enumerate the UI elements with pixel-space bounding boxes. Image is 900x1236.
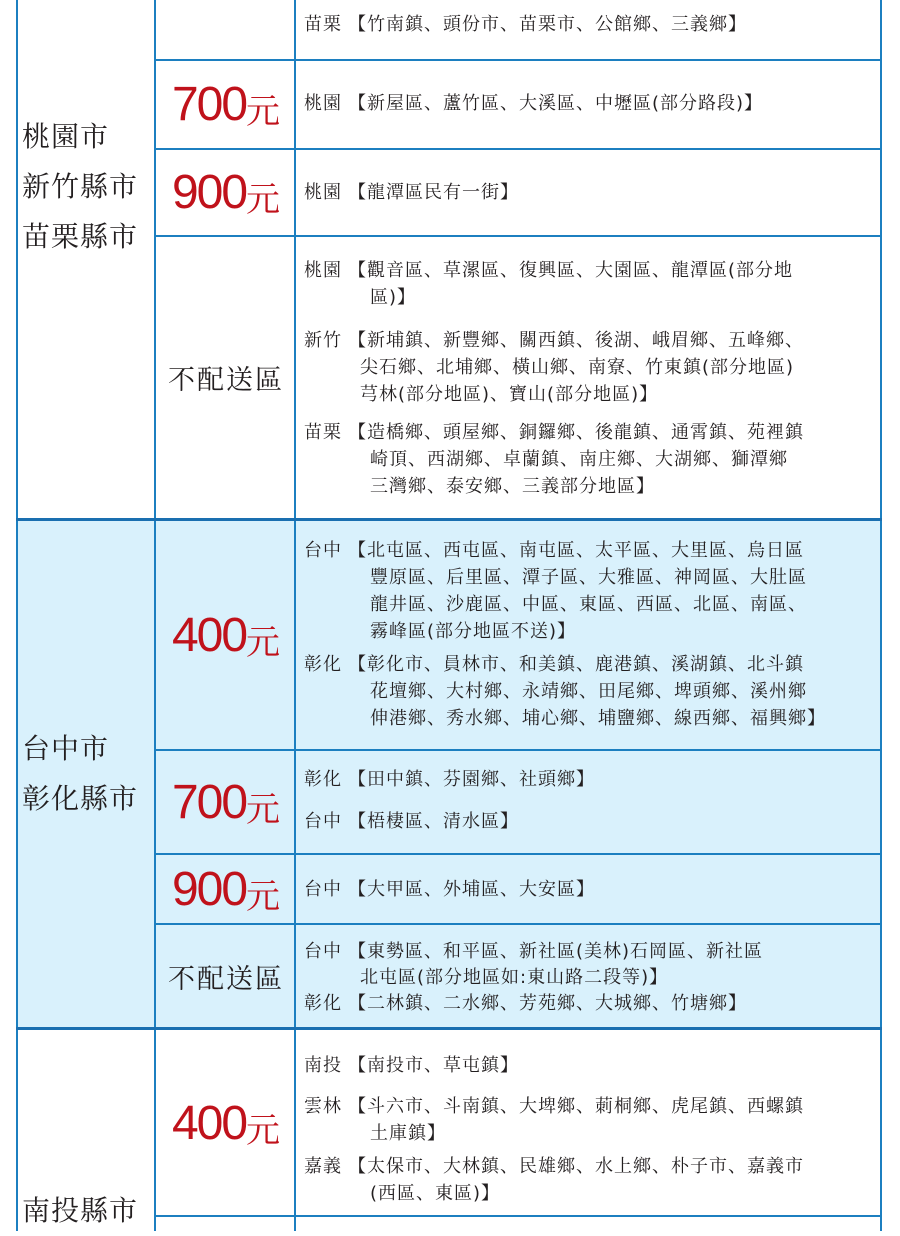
area-entry (304, 1093, 876, 1147)
area-cell (304, 1052, 876, 1079)
area-cell (304, 1153, 876, 1207)
area-list-continuation: 花壇鄉、大村鄉、永靖鄉、田尾鄉、埤頭鄉、溪州鄉 (370, 681, 807, 702)
area-entry (304, 1153, 876, 1207)
city-name: 彰化 (304, 993, 342, 1014)
area-list: 【新埔鎮、新豐鄉、關西鎮、後湖、峨眉鄉、五峰鄉、 (348, 330, 804, 351)
region-line: 台中市 (22, 732, 110, 765)
area-cell (304, 419, 876, 500)
area-cell (304, 11, 876, 38)
price-unit: 元 (246, 877, 281, 916)
table-right-border (880, 0, 882, 1231)
area-list-continuation: 豐原區、后里區、潭子區、大雅區、神岡區、大肚區 (370, 567, 807, 588)
region-label-nantou (22, 1186, 154, 1236)
area-entry (304, 651, 876, 732)
price-amount: 900 (171, 166, 247, 219)
region-line: 彰化縣市 (22, 782, 139, 815)
area-list: 【斗六市、斗南鎮、大埤鄉、莿桐鄉、虎尾鎮、西螺鎮 (348, 1096, 804, 1117)
area-list-continuation: (西區、東區)】 (370, 1183, 501, 1204)
area-entry (304, 537, 876, 645)
price-cell (156, 150, 296, 235)
city-name: 嘉義 (304, 1156, 342, 1177)
area-list-continuation: 土庫鎮】 (370, 1123, 446, 1144)
city-name: 台中 (304, 941, 342, 962)
city-name: 彰化 (304, 654, 342, 675)
no-delivery-label: 不配送區 (168, 963, 284, 995)
area-cell (304, 876, 876, 903)
city-name: 南投 (304, 1055, 342, 1076)
area-list: 【竹南鎮、頭份市、苗栗市、公館鄉、三義鄉】 (348, 14, 747, 35)
price-cell (156, 61, 296, 148)
area-entry (304, 766, 876, 793)
area-list: 【東勢區、和平區、新社區(美林)石岡區、新社區 (348, 941, 764, 962)
area-list-continuation: 崎頂、西湖鄉、卓蘭鎮、南庄鄉、大湖鄉、獅潭鄉 (370, 449, 788, 470)
area-list-continuation: 三灣鄉、泰安鄉、三義部分地區】 (370, 476, 655, 497)
area-list: 【二林鎮、二水鄉、芳苑鄉、大城鄉、竹塘鄉】 (348, 993, 747, 1014)
price-unit: 元 (246, 624, 281, 662)
city-name: 新竹 (304, 330, 342, 351)
area-entry (304, 257, 876, 311)
area-entry (304, 938, 876, 990)
region-label-taichung (22, 724, 154, 824)
city-name: 台中 (304, 879, 342, 900)
area-list: 【太保市、大林鎮、民雄鄉、水上鄉、朴子市、嘉義市 (348, 1156, 804, 1177)
price-amount: 400 (171, 1096, 247, 1150)
area-list: 【新屋區、蘆竹區、大溪區、中壢區(部分路段)】 (348, 93, 764, 114)
region-line: 桃園市 (22, 120, 110, 153)
area-list: 【南投市、草屯鎮】 (348, 1055, 519, 1076)
region-line: 新竹縣市 (22, 170, 139, 203)
area-entry (304, 419, 876, 500)
area-list-continuation: 尖石鄉、北埔鄉、橫山鄉、南寮、竹東鎮(部分地區) (360, 357, 795, 378)
price-unit: 元 (246, 93, 281, 131)
area-list: 【北屯區、西屯區、南屯區、太平區、大里區、烏日區 (348, 540, 804, 561)
area-list: 【梧棲區、清水區】 (348, 811, 519, 832)
city-name: 台中 (304, 540, 342, 561)
price-cell (156, 751, 296, 853)
area-entry (304, 876, 876, 903)
no-delivery-label: 不配送區 (168, 365, 284, 396)
area-cell (304, 651, 876, 732)
area-entry (304, 1052, 876, 1079)
area-cell (304, 257, 876, 311)
area-cell (304, 766, 876, 793)
area-list: 【造橋鄉、頭屋鄉、銅鑼鄉、後龍鎮、通霄鎮、苑裡鎮 (348, 422, 804, 443)
price-amount: 400 (171, 609, 247, 662)
area-list-continuation: 區)】 (370, 287, 417, 308)
area-list-continuation: 北屯區(部分地區如:東山路二段等)】 (360, 967, 669, 988)
row-divider (154, 1215, 882, 1217)
area-list: 【彰化市、員林市、和美鎮、鹿港鎮、溪湖鎮、北斗鎮 (348, 654, 804, 675)
table-left-border (16, 0, 18, 1231)
price-unit: 元 (246, 181, 281, 219)
price-unit: 元 (246, 790, 281, 829)
city-name: 台中 (304, 811, 342, 832)
region-line: 苗栗縣市 (22, 220, 139, 253)
section-divider (16, 518, 882, 521)
area-list-continuation: 伸港鄉、秀水鄉、埔心鄉、埔鹽鄉、線西鄉、福興鄉】 (370, 708, 826, 729)
area-entry (304, 90, 876, 117)
city-name: 桃園 (304, 260, 342, 281)
area-list: 【觀音區、草漯區、復興區、大園區、龍潭區(部分地 (348, 260, 794, 281)
price-amount: 900 (171, 862, 247, 916)
area-list-continuation: 龍井區、沙鹿區、中區、東區、西區、北區、南區、 (370, 594, 807, 615)
area-list-continuation: 芎林(部分地區)、寶山(部分地區)】 (360, 384, 659, 405)
area-cell (304, 327, 876, 408)
area-cell (304, 1093, 876, 1147)
region-label-taoyuan (22, 112, 154, 262)
area-entry (304, 11, 876, 38)
area-entry (304, 808, 876, 835)
city-name: 苗栗 (304, 422, 342, 443)
price-unit: 元 (246, 1111, 281, 1150)
price-amount: 700 (171, 78, 247, 131)
price-cell (156, 522, 296, 749)
area-list: 【大甲區、外埔區、大安區】 (348, 879, 595, 900)
city-name: 苗栗 (304, 14, 342, 35)
city-name: 桃園 (304, 93, 342, 114)
area-cell (304, 90, 876, 117)
area-list: 【龍潭區民有一街】 (348, 182, 519, 203)
area-cell (304, 537, 876, 645)
area-list-continuation: 霧峰區(部分地區不送)】 (370, 621, 577, 642)
area-cell (304, 179, 876, 206)
area-entry (304, 327, 876, 408)
city-name: 桃園 (304, 182, 342, 203)
region-line: 南投縣市 (22, 1194, 139, 1227)
city-name: 彰化 (304, 769, 342, 790)
area-entry (304, 179, 876, 206)
price-amount: 700 (171, 775, 247, 829)
area-cell (304, 808, 876, 835)
city-name: 雲林 (304, 1096, 342, 1117)
area-cell (304, 938, 876, 1017)
area-list: 【田中鎮、芬園鄉、社頭鄉】 (348, 769, 595, 790)
section-divider (16, 1027, 882, 1030)
price-cell (156, 855, 296, 923)
price-cell (156, 1031, 296, 1215)
area-entry (304, 990, 876, 1017)
